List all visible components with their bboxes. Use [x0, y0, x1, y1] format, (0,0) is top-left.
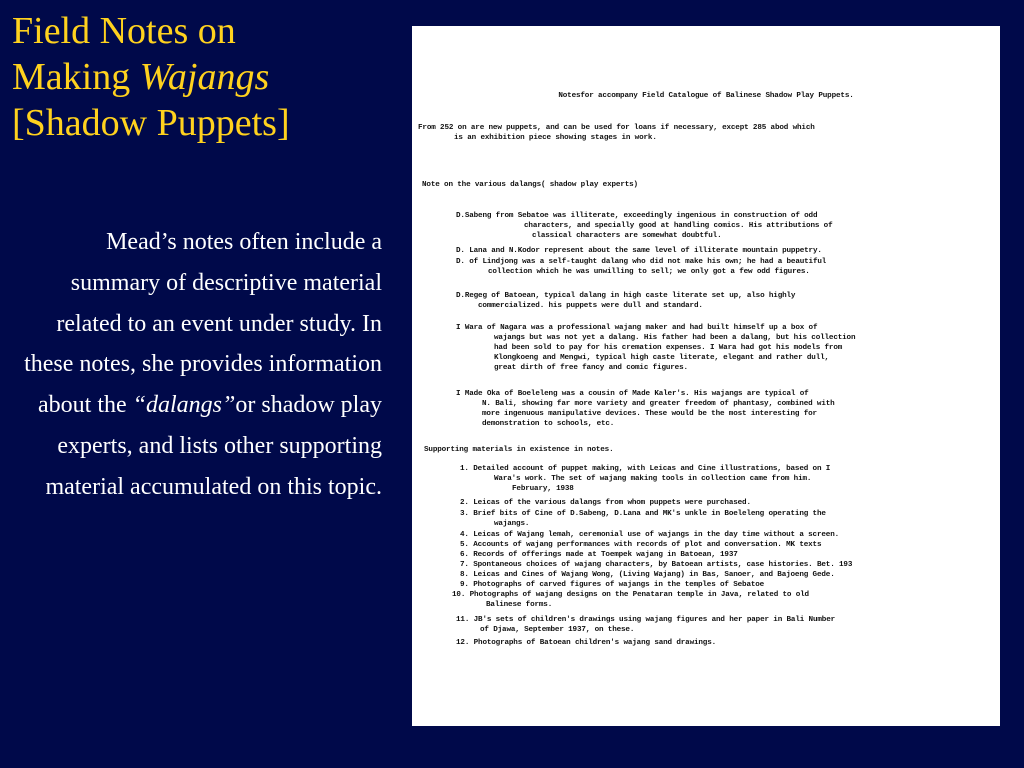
supporting-line: of Djawa, September 1937, on these.: [480, 626, 635, 634]
slide-title: [12, 8, 404, 146]
supporting-line: wajangs.: [494, 520, 530, 528]
scanned-document: [412, 26, 1000, 726]
dalang-line: I Made Oka of Boeleleng was a cousin of Made Kaler's. His wajangs are typical of: [456, 390, 809, 398]
supporting-heading: Supporting materials in existence in notes.: [424, 446, 614, 454]
dalang-line: D. of Lindjong was a self-taught dalang who did not make his own; he had a beautiful: [456, 258, 827, 266]
supporting-line: 2. Leicas of the various dalangs from whom puppets were purchased.: [460, 499, 751, 507]
dalang-line: characters, and specially good at handling comics. His attributions of: [524, 222, 833, 230]
dalang-line: classical characters are somewhat doubtful.: [532, 232, 722, 240]
title-line-1: Field Notes on: [12, 10, 236, 52]
supporting-line: 3. Brief bits of Cine of D.Sabeng, D.Lana and MK's unkle in Boeleleng operating the: [460, 510, 826, 518]
dalang-line: great dirth of free fancy and comic figures.: [494, 364, 688, 372]
supporting-line: Balinese forms.: [486, 601, 553, 609]
dalang-line: Klongkoeng and Mengwi, typical high caste literate, elegant and rather dull,: [494, 354, 829, 362]
supporting-line: 9. Photographs of carved figures of wajangs in the temples of Sebatoe: [460, 581, 765, 589]
document-heading: Notesfor accompany Field Catalogue of Balinese Shadow Play Puppets.: [558, 92, 854, 100]
description-part-2: or shadow play experts, and lists other supporting material accumulated on this topic.: [45, 392, 382, 500]
title-italic-wajangs: Wajangs: [139, 56, 270, 98]
supporting-line: 10. Photographs of wajang designs on the Penataran temple in Java, related to old: [452, 591, 809, 599]
title-line-3: [Shadow Puppets]: [12, 102, 290, 144]
dalang-line: D.Regeg of Batoean, typical dalang in high caste literate set up, also highly: [456, 292, 796, 300]
dalang-line: had been sold to pay for his cremation expenses. I Wara had got his models from: [494, 344, 843, 352]
description-part-1: Mead’s notes often include a summary of descriptive material related to an event under study. In these notes, she provides information about the: [24, 229, 382, 419]
title-line-2: [12, 54, 404, 100]
dalang-line: collection which he was unwilling to sell; we only got a few odd figures.: [488, 268, 810, 276]
note-heading: Note on the various dalangs( shadow play experts): [422, 181, 638, 189]
supporting-line: 5. Accounts of wajang performances with records of plot and conversation. MK texts: [460, 541, 822, 549]
intro-line: is an exhibition piece showing stages in work.: [454, 134, 657, 142]
intro-line: From 252 on are new puppets, and can be used for loans if necessary, except 285 abod which: [418, 124, 815, 132]
supporting-line: 4. Leicas of Wajang lemah, ceremonial use of wajangs in the day time without a screen.: [460, 531, 840, 539]
supporting-line: 1. Detailed account of puppet making, with Leicas and Cine illustrations, based on I: [460, 465, 831, 473]
supporting-line: 11. JB's sets of children's drawings using wajang figures and her paper in Bali Number: [456, 616, 836, 624]
dalang-line: D. Lana and N.Kodor represent about the same level of illiterate mountain puppetry.: [456, 247, 822, 255]
supporting-line: February, 1938: [512, 485, 574, 493]
dalang-line: wajangs but was not yet a dalang. His father had been a dalang, but his collection: [494, 334, 856, 342]
dalang-line: commercialized. his puppets were dull and standard.: [478, 302, 703, 310]
supporting-line: 6. Records of offerings made at Toempek wajang in Batoean, 1937: [460, 551, 738, 559]
description-text: [24, 222, 382, 508]
title-line-2-prefix: Making: [12, 56, 140, 98]
dalang-line: demonstration to schools, etc.: [482, 420, 615, 428]
supporting-line: 7. Spontaneous choices of wajang characters, by Batoean artists, case histories. Bet. 193: [460, 561, 853, 569]
dalang-line: N. Bali, showing far more variety and greater freedom of phantasy, combined with: [482, 400, 835, 408]
supporting-line: Wara's work. The set of wajang making tools in collection came from him.: [494, 475, 812, 483]
dalang-line: more ingenuous manipulative devices. These would be the most interesting for: [482, 410, 817, 418]
dalang-line: I Wara of Nagara was a professional wajang maker and had built himself up a box of: [456, 324, 818, 332]
supporting-line: 12. Photographs of Batoean children's wajang sand drawings.: [456, 639, 717, 647]
dalang-line: D.Sabeng from Sebatoe was illiterate, exceedingly ingenious in construction of odd: [456, 212, 818, 220]
description-italic-dalangs: “dalangs”: [132, 392, 236, 419]
supporting-line: 8. Leicas and Cines of Wajang Wong, (Living Wajang) in Bas, Sanoer, and Bajoeng Gede.: [460, 571, 835, 579]
